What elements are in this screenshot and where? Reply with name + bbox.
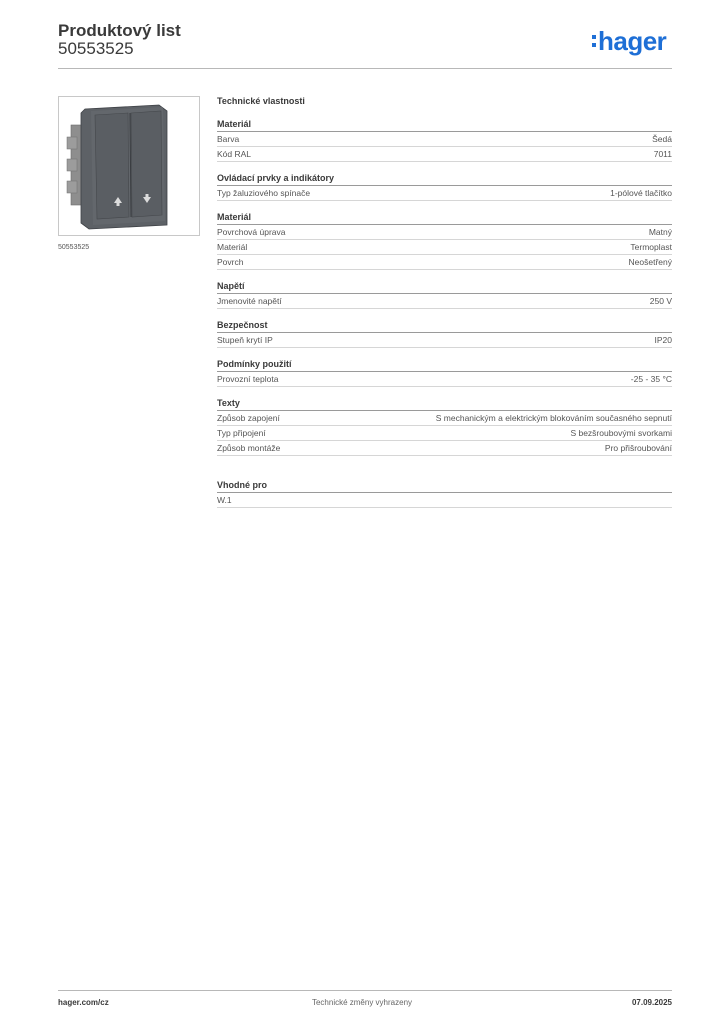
group-title: Napětí bbox=[217, 280, 672, 294]
spec-label: Typ připojení bbox=[217, 428, 266, 438]
spec-label: Způsob zapojení bbox=[217, 413, 280, 423]
spec-label: Materiál bbox=[217, 242, 248, 252]
spec-row bbox=[217, 441, 672, 456]
group-title: Materiál bbox=[217, 211, 672, 225]
spec-group-conditions bbox=[217, 358, 672, 387]
header-divider bbox=[58, 68, 672, 69]
spec-row bbox=[217, 132, 672, 147]
spec-row bbox=[217, 372, 672, 387]
spec-value: Šedá bbox=[652, 134, 672, 144]
group-title: Vhodné pro bbox=[217, 479, 672, 493]
spec-label: Provozní teplota bbox=[217, 374, 279, 384]
spec-group-material bbox=[217, 118, 672, 162]
spec-value: -25 - 35 °C bbox=[630, 374, 672, 384]
spec-row bbox=[217, 426, 672, 441]
spec-row bbox=[217, 186, 672, 201]
spec-value: 250 V bbox=[649, 296, 672, 306]
spec-value: 1-pólové tlačítko bbox=[610, 188, 672, 198]
spec-group-controls bbox=[217, 172, 672, 201]
spec-label: Kód RAL bbox=[217, 149, 252, 159]
group-title: Ovládací prvky a indikátory bbox=[217, 172, 672, 186]
footer-divider bbox=[58, 990, 672, 991]
group-title: Materiál bbox=[217, 118, 672, 132]
logo-dots-icon bbox=[592, 31, 596, 51]
spec-value: Termoplast bbox=[630, 242, 672, 252]
spec-row bbox=[217, 147, 672, 162]
spec-value: Matný bbox=[648, 227, 672, 237]
spec-group-suitable-for bbox=[217, 479, 672, 508]
footer-note: Technické změny vyhrazeny bbox=[311, 998, 413, 1007]
spec-group-safety bbox=[217, 319, 672, 348]
footer-date: 07.09.2025 bbox=[631, 998, 672, 1007]
footer-website-link[interactable]: hager.com/cz bbox=[58, 998, 109, 1007]
product-number: 50553525 bbox=[58, 39, 134, 58]
spec-value: Pro přišroubování bbox=[604, 443, 672, 453]
image-caption: 50553525 bbox=[58, 244, 90, 251]
spec-label: Povrchová úprava bbox=[217, 227, 286, 237]
spec-value: 7011 bbox=[653, 149, 672, 159]
spec-value: Neošetřený bbox=[628, 257, 672, 267]
group-title: Bezpečnost bbox=[217, 319, 672, 333]
logo-text: hager bbox=[598, 26, 667, 56]
spec-label: Jmenovité napětí bbox=[217, 296, 282, 306]
group-title: Podmínky použití bbox=[217, 358, 672, 372]
group-title: Texty bbox=[217, 397, 672, 411]
product-image bbox=[58, 96, 200, 236]
spec-label: Stupeň krytí IP bbox=[217, 335, 273, 345]
spec-label: Typ žaluziového spínače bbox=[217, 188, 311, 198]
spec-value: IP20 bbox=[654, 335, 672, 345]
spec-row bbox=[217, 294, 672, 309]
spec-row bbox=[217, 240, 672, 255]
spec-value: S bezšroubovými svorkami bbox=[570, 428, 672, 438]
spec-group-texts bbox=[217, 397, 672, 456]
spec-row bbox=[217, 255, 672, 270]
spec-row bbox=[217, 333, 672, 348]
spec-group-voltage bbox=[217, 280, 672, 309]
spec-row bbox=[217, 493, 672, 508]
spec-label: Povrch bbox=[217, 257, 244, 267]
spec-label: W.1 bbox=[217, 495, 232, 505]
page-title: Produktový list bbox=[58, 21, 181, 40]
spec-label: Barva bbox=[217, 134, 240, 144]
roller-shutter-switch-image bbox=[59, 97, 199, 235]
spec-row bbox=[217, 411, 672, 426]
hager-logo bbox=[592, 26, 672, 58]
spec-label: Způsob montáže bbox=[217, 443, 281, 453]
spec-row bbox=[217, 225, 672, 240]
spec-value: S mechanickým a elektrickým blokováním současného sepnutí bbox=[435, 413, 672, 423]
spec-group-material-2 bbox=[217, 211, 672, 270]
specs-title: Technické vlastnosti bbox=[217, 96, 305, 106]
technical-specs bbox=[217, 94, 672, 518]
